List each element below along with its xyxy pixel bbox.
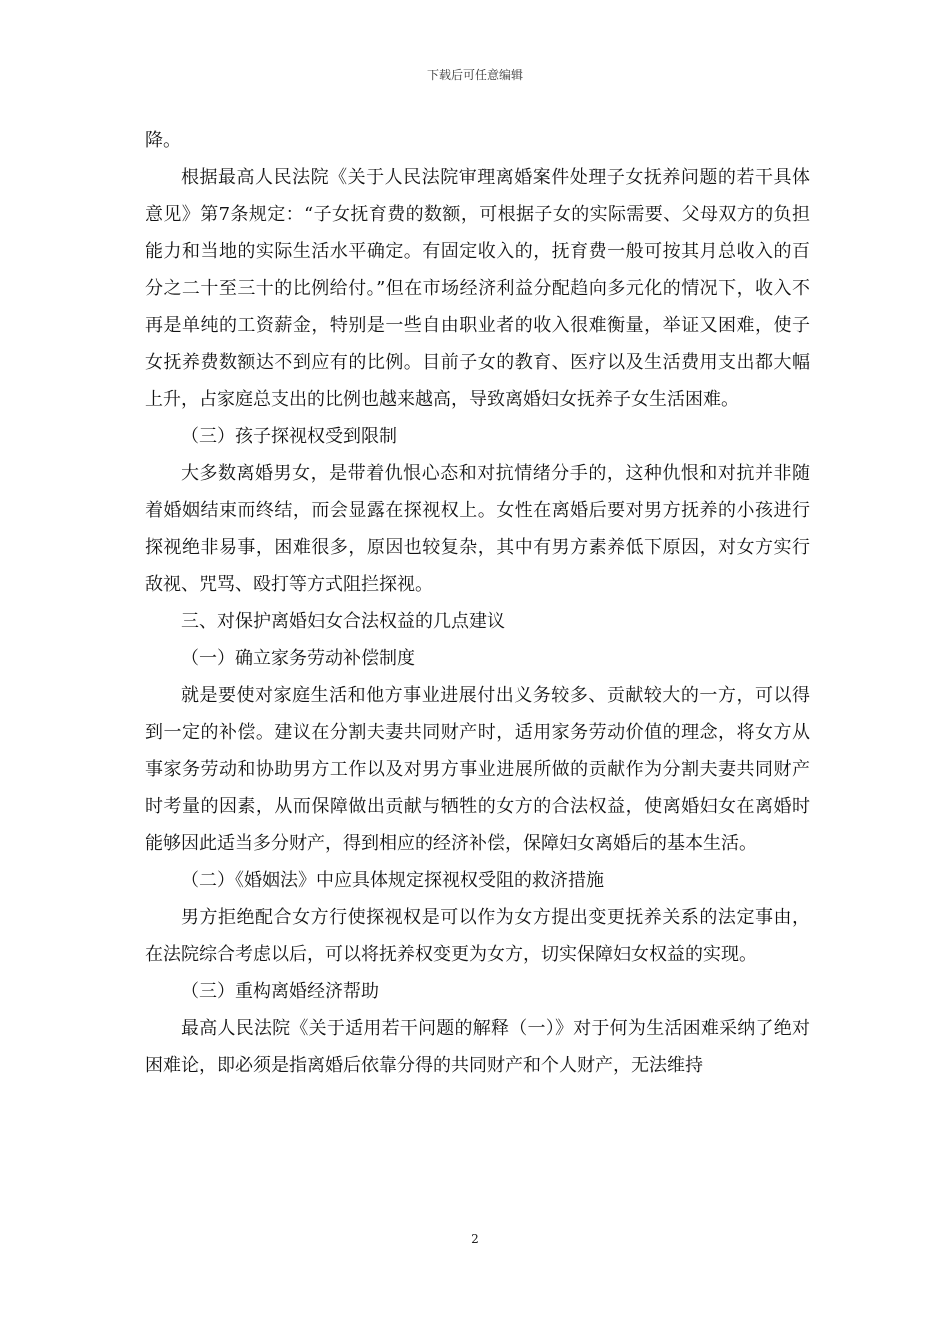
paragraph-visitation: 大多数离婚男女，是带着仇恨心态和对抗情绪分手的，这种仇恨和对抗并非随着婚姻结束而终结，而会显露在探视权上。女性在离婚后要对男方抚养的小孩进行探视绝非易事，困难很多，原因也较复杂，其中有男方素养低下原因，对女方实行敌视、咒骂、殴打等方式阻拦探视。 [145, 463, 810, 595]
paragraph-housework-compensation: 就是要使对家庭生活和他方事业进展付出义务较多、贡献较大的一方，可以得到一定的补偿。建议在分割夫妻共同财产时，适用家务劳动价值的理念，将女方从事家务劳动和协助男方工作以及对男方事业进展所做的贡献作为分割夫妻共同财产时考量的因素，从而保障做出贡献与牺牲的女方的合法权益，使离婚妇女在离婚时能够因此适当多分财产，得到相应的经济补偿，保障妇女离婚后的基本生活。 [145, 685, 810, 854]
document-body [145, 122, 810, 1084]
paragraph-economic-assistance: 最高人民法院《关于适用若干问题的解释（一）》对于何为生活困难采纳了绝对困难论，即必须是指离婚后依靠分得的共同财产和个人财产，无法维持 [145, 1018, 810, 1076]
heading-section-three: 三、对保护离婚妇女合法权益的几点建议 [181, 611, 505, 632]
heading-housework-compensation: （一）确立家务劳动补偿制度 [181, 648, 415, 669]
page-number: 2 [471, 1232, 479, 1246]
paragraph-continuation: 降。 [145, 130, 181, 151]
heading-economic-assistance: （三）重构离婚经济帮助 [181, 981, 379, 1002]
heading-visitation-remedy: （二）《婚姻法》中应具体规定探视权受阻的救济措施 [181, 870, 604, 891]
paragraph-visitation-remedy: 男方拒绝配合女方行使探视权是可以作为女方提出变更抚养关系的法定事由，在法院综合考虑以后，可以将抚养权变更为女方，切实保障妇女权益的实现。 [145, 907, 810, 965]
page-header-note: 下载后可任意编辑 [426, 68, 523, 82]
paragraph-child-support: 根据最高人民法院《关于人民法院审理离婚案件处理子女抚养问题的若干具体意见》第7条规定：“子女抚育费的数额，可根据子女的实际需要、父母双方的负担能力和当地的实际生活水平确定。有固定收入的，抚育费一般可按其月总收入的百分之二十至三十的比例给付。”但在市场经济利益分配趋向多元化的情况下，收入不再是单纯的工资薪金，特别是一些自由职业者的收入很难衡量，举证又困难，使子女抚养费数额达不到应有的比例。目前子女的教育、医疗以及生活费用支出都大幅上升，占家庭总支出的比例也越来越高，导致离婚妇女抚养子女生活困难。 [145, 167, 810, 410]
heading-visitation-restricted: （三）孩子探视权受到限制 [181, 426, 397, 447]
